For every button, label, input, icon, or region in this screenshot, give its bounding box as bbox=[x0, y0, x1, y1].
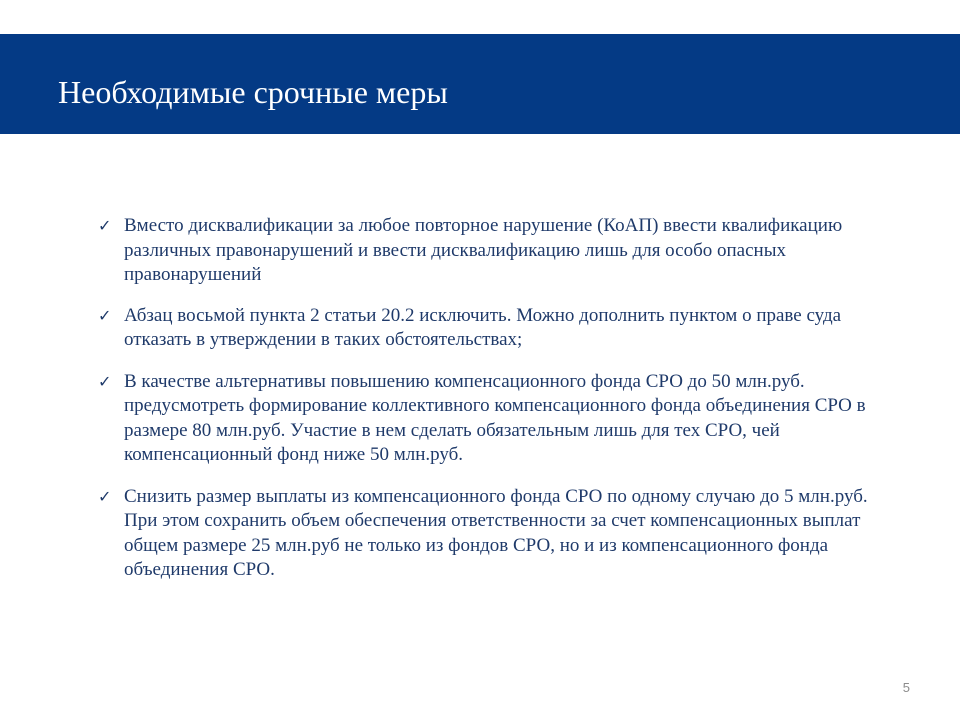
checkmark-icon: ✓ bbox=[98, 371, 112, 391]
bullet-text: В качестве альтернативы повышению компенсационного фонда СРО до 50 млн.руб. предусмотреть формирование коллективного компенсационного фонда объединения СРО в размере 80 млн.руб. Участие в нем сделать обязательным лишь для тех СРО, чей компенсационный фонд ниже 50 млн.руб. bbox=[124, 370, 866, 465]
checkmark-icon: ✓ bbox=[98, 486, 112, 506]
bullet-text: Вместо дисквалификации за любое повторное нарушение (КоАП) ввести квалификацию различных правонарушений и ввести дисквалификацию лишь для особо опасных правонарушений bbox=[124, 215, 843, 285]
bullet-item bbox=[96, 214, 886, 288]
bullet-text: Абзац восьмой пункта 2 статьи 20.2 исключить. Можно дополнить пунктом о праве суда отказать в утверждении в таких обстоятельствах; bbox=[124, 304, 842, 350]
slide-title: Необходимые срочные меры bbox=[58, 74, 448, 110]
bullet-item bbox=[96, 304, 886, 353]
bullet-item bbox=[96, 370, 886, 468]
checkmark-icon: ✓ bbox=[98, 305, 112, 325]
bullet-list bbox=[96, 214, 886, 583]
checkmark-icon: ✓ bbox=[98, 216, 112, 235]
bullet-text: Снизить размер выплаты из компенсационного фонда СРО по одному случаю до 5 млн.руб. При этом сохранить объем обеспечения ответственности за счет компенсационных выплат общем размере 25 млн.руб не только из фондов СРО, но и из компенсационного фонда объединения СРО. bbox=[124, 485, 868, 580]
page-number: 5 bbox=[902, 680, 910, 695]
bullet-item bbox=[96, 485, 886, 583]
